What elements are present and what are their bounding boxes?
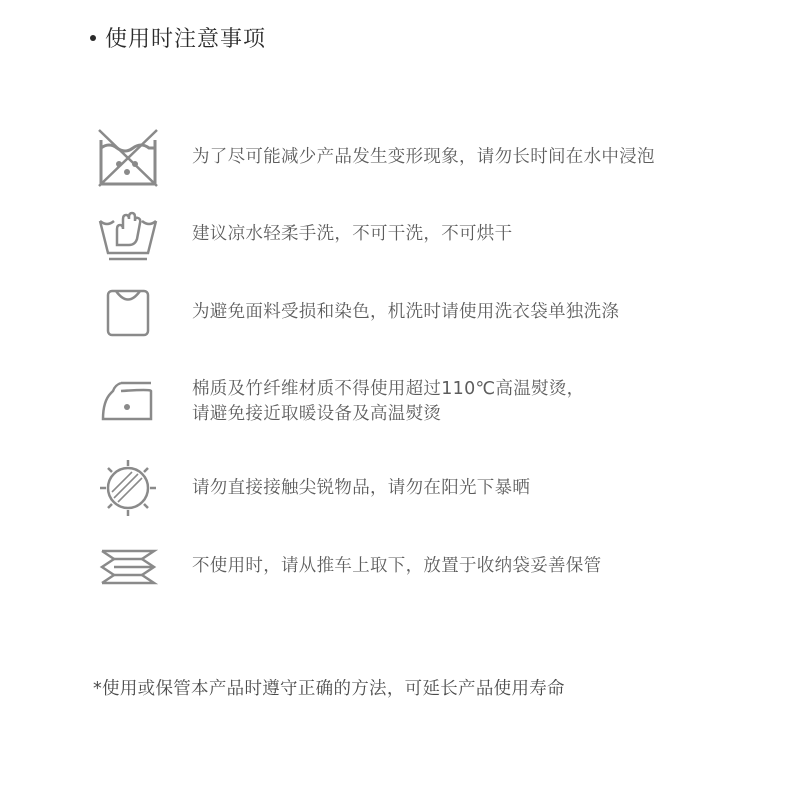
care-item-line: 棉质及竹纤维材质不得使用超过110℃高温熨烫，: [192, 379, 585, 399]
hand-wash-icon: [96, 205, 160, 265]
care-item-text: 为避免面料受损和染色，机洗时请使用洗衣袋单独洗涤: [192, 302, 620, 322]
page-title-text: 使用时注意事项: [105, 27, 267, 52]
care-item: [0, 456, 790, 520]
bullet-dot: [90, 35, 96, 41]
care-item-text: 建议凉水轻柔手洗，不可干洗，不可烘干: [192, 224, 513, 244]
care-item: [0, 128, 790, 188]
care-item-text: 为了尽可能减少产品发生变形现象，请勿长时间在水中浸泡: [192, 147, 655, 167]
page-title: [90, 22, 266, 53]
no-soak-icon: [96, 128, 160, 188]
care-item-text: 请勿直接接触尖锐物品，请勿在阳光下暴晒: [192, 478, 531, 498]
care-item: [0, 205, 790, 265]
care-item: [0, 537, 790, 597]
no-sun-icon: [96, 456, 160, 520]
care-item: [0, 370, 790, 434]
laundry-bag-icon: [96, 283, 160, 343]
care-item-line: 请避免接近取暖设备及高温熨烫: [192, 404, 442, 424]
care-item-text: [192, 377, 584, 427]
care-item-text: 不使用时，请从推车上取下，放置于收纳袋妥善保管: [192, 556, 602, 576]
footnote: *使用或保管本产品时遵守正确的方法，可延长产品使用寿命: [93, 679, 565, 699]
fold-store-icon: [96, 537, 160, 597]
low-iron-icon: [96, 370, 160, 434]
care-item: [0, 283, 790, 343]
